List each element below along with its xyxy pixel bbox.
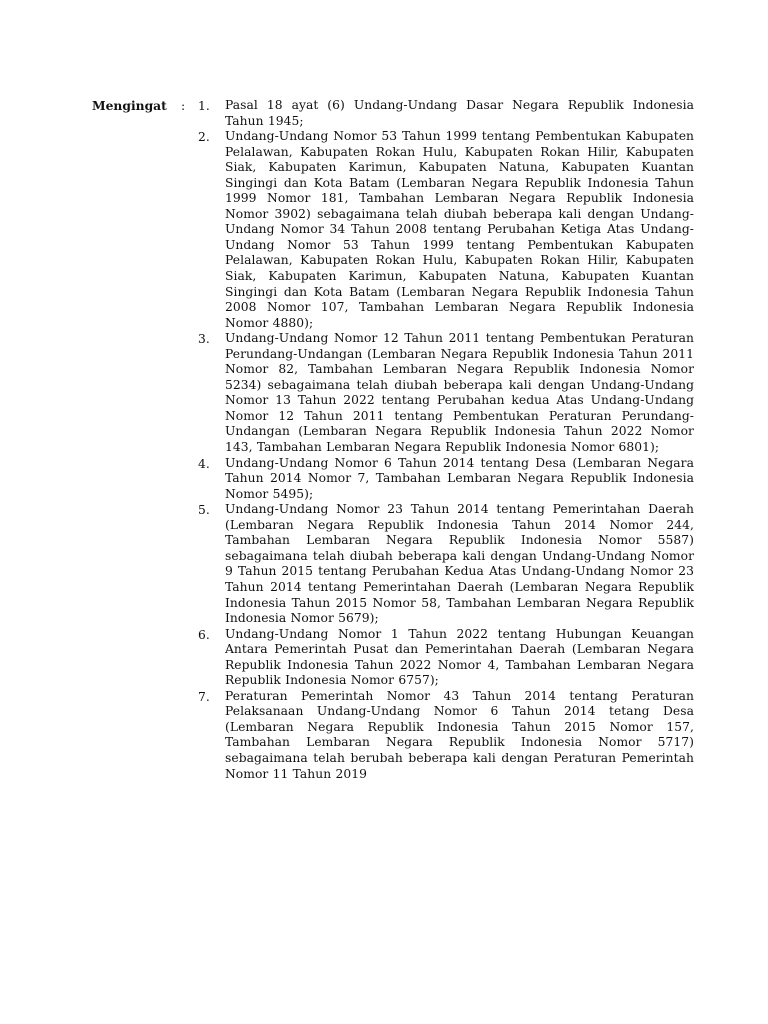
item-text: Undang-Undang Nomor 23 Tahun 2014 tentang Pemerintahan Daerah (Lembaran Negara Republik Indonesia Tahun 2014 Nomor 244, Tambahan Lembaran Negara Republik Indonesia Nomor 5587) sebagaimana telah diubah beberapa kali dengan Undang-Undang Nomor 9 Tahun 2015 tentang Perubahan Kedua Atas Undang-Undang Nomor 23 Tahun 2014 tentang Pemerintahan Daerah (Lembaran Negara Republik Indonesia Tahun 2015 Nomor 58, Tambahan Lembaran Negara Republik Indonesia Nomor 5679);: [225, 502, 694, 626]
item-text: Peraturan Pemerintah Nomor 43 Tahun 2014 tentang Peraturan Pelaksanaan Undang-Undang Nomor 6 Tahun 2014 tetang Desa (Lembaran Negara Republik Indonesia Tahun 2015 Nomor 157, Tambahan Lembaran Negara Republik Indonesia Nomor 5717) sebagaimana telah berubah beberapa kali dengan Peraturan Pemerintah Nomor 11 Tahun 2019: [225, 688, 694, 781]
list-item: [194, 98, 694, 129]
item-number: 4.: [198, 456, 210, 471]
item-number: 7.: [198, 689, 210, 704]
item-text: Undang-Undang Nomor 53 Tahun 1999 tentang Pembentukan Kabupaten Pelalawan, Kabupaten Rokan Hulu, Kabupaten Rokan Hilir, Kabupaten Siak, Kabupaten Karimun, Kabupaten Natuna, Kabupaten Kuantan Singingi dan Kota Batam (Lembaran Negara Republik Indonesia Tahun 1999 Nomor 181, Tambahan Lembaran Negara Republik Indonesia Nomor 3902) sebagaimana telah diubah beberapa kali dengan Undang-Undang Nomor 34 Tahun 2008 tentang Perubahan Ketiga Atas Undang-Undang Nomor 53 Tahun 1999 tentang Pembentukan Kabupaten Pelalawan, Kabupaten Rokan Hulu, Kabupaten Rokan Hilir, Kabupaten Siak, Kabupaten Karimun, Kabupaten Natuna, Kabupaten Kuantan Singingi dan Kota Batam (Lembaran Negara Republik Indonesia Tahun 2008 Nomor 107, Tambahan Lembaran Negara Republik Indonesia Nomor 4880);: [225, 129, 694, 330]
item-number: 3.: [198, 332, 210, 347]
section-label: Mengingat: [92, 98, 167, 113]
list-item: [194, 331, 694, 455]
list-item: [194, 627, 694, 689]
item-number: 5.: [198, 503, 210, 518]
label-colon: :: [181, 99, 186, 113]
list-item: [194, 502, 694, 626]
list-item: [194, 129, 694, 331]
item-text: Undang-Undang Nomor 6 Tahun 2014 tentang Desa (Lembaran Negara Tahun 2014 Nomor 7, Tambahan Lembaran Negara Republik Indonesia Nomor 5495);: [225, 455, 694, 501]
item-text: Undang-Undang Nomor 1 Tahun 2022 tentang Hubungan Keuangan Antara Pemerintah Pusat dan Pemerintahan Daerah (Lembaran Negara Republik Indonesia Tahun 2022 Nomor 4, Tambahan Lembaran Negara Republik Indonesia Nomor 6757);: [225, 626, 694, 688]
item-number: 6.: [198, 627, 210, 642]
item-text: Pasal 18 ayat (6) Undang-Undang Dasar Negara Republik Indonesia Tahun 1945;: [225, 98, 694, 128]
list-item: [194, 456, 694, 503]
item-number: 2.: [198, 130, 210, 145]
list-item: [194, 689, 694, 782]
legal-basis-list: [194, 98, 694, 782]
item-number: 1.: [198, 99, 210, 113]
item-text: Undang-Undang Nomor 12 Tahun 2011 tentang Pembentukan Peraturan Perundang-Undangan (Lembaran Negara Republik Indonesia Tahun 2011 Nomor 82, Tambahan Lembaran Negara Republik Indonesia Nomor 5234) sebagaimana telah diubah beberapa kali dengan Undang-Undang Nomor 13 Tahun 2022 tentang Perubahan kedua Atas Undang-Undang Nomor 12 Tahun 2011 tentang Pembentukan Peraturan Perundang-Undangan (Lembaran Negara Republik Indonesia Tahun 2022 Nomor 143, Tambahan Lembaran Negara Republik Indonesia Nomor 6801);: [225, 331, 694, 455]
